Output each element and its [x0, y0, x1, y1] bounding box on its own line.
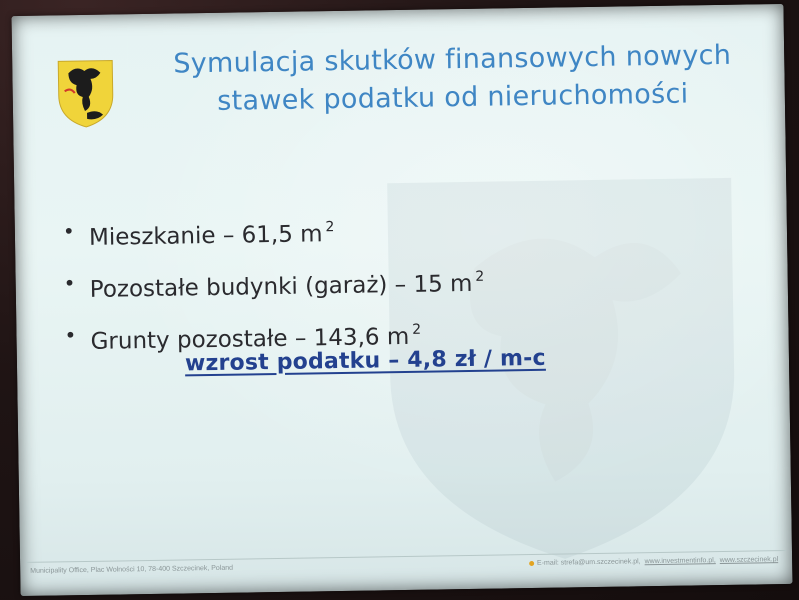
footer-bullet-icon — [529, 561, 534, 566]
slide-title — [132, 36, 773, 122]
slide-title-line-2: stawek podatku od nieruchomości — [216, 78, 689, 117]
footer-address: Municipality Office, Plac Wolności 10, 78-400 Szczecinek, Poland — [30, 564, 234, 575]
tax-increase-highlight: wzrost podatku – 4,8 zł / m-c — [184, 345, 546, 377]
footer-link-city[interactable]: www.szczecinek.pl — [719, 556, 779, 565]
slide-title-line-1: Symulacja skutków finansowych nowych — [173, 39, 732, 80]
bullet-superscript: 2 — [325, 219, 335, 236]
bullet-superscript: 2 — [412, 321, 422, 338]
footer-email: E-mail: strefa@um.szczecinek.pl, — [536, 558, 641, 567]
coat-of-arms-icon — [56, 56, 115, 129]
bullet-superscript: 2 — [475, 268, 485, 285]
bullet-text: Mieszkanie – 61,5 m — [88, 221, 323, 251]
bullet-text: Pozostałe budynki (garaż) – 15 m — [89, 270, 473, 303]
bullet-list — [62, 196, 684, 362]
footer-link-investment[interactable]: www.investmentinfo.pl, — [644, 557, 716, 566]
bullet-text: Grunty pozostałe – 143,6 m — [90, 323, 410, 355]
projector-screen — [11, 4, 792, 596]
